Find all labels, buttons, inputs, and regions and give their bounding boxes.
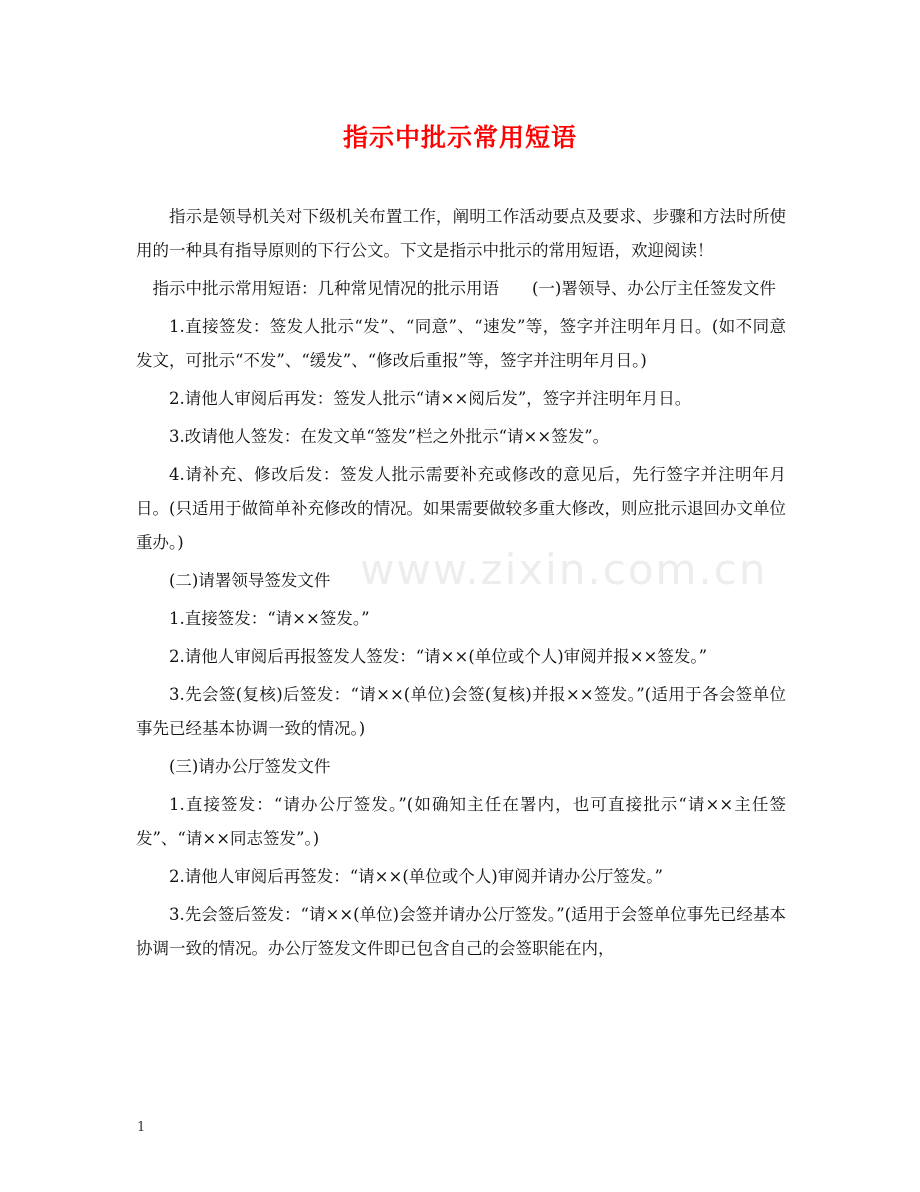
watermark-text: www.zixin.com.cn (360, 545, 768, 594)
paragraph-item: 3.先会签后签发：“请××(单位)会签并请办公厅签发。”(适用于会签单位事先已经基本协调一致的情况。办公厅签发文件即已包含自己的会签职能在内， (136, 905, 786, 958)
paragraph-item: 3.先会签(复核)后签发：“请××(单位)会签(复核)并报××签发。”(适用于各会签单位事先已经基本协调一致的情况。) (136, 685, 786, 738)
paragraph-intro: 指示是领导机关对下级机关布置工作，阐明工作活动要点及要求、步骤和方法时所使用的一种具有指导原则的下行公文。下文是指示中批示的常用短语，欢迎阅读！ (136, 207, 786, 260)
paragraph-item: 4.请补充、修改后发：签发人批示需要补充或修改的意见后，先行签字并注明年月日。(只适用于做简单补充修改的情况。如果需要做较多重大修改，则应批示退回办文单位重办。) (136, 465, 786, 552)
paragraph-item: 1.直接签发：“请××签发。” (169, 609, 370, 628)
paragraph-item: 1.直接签发：“请办公厅签发。”(如确知主任在署内，也可直接批示“请××主任签发”、“请××同志签发”。) (136, 795, 786, 848)
paragraph-item: 3.改请他人签发：在发文单“签发”栏之外批示“请××签发”。 (169, 427, 610, 446)
paragraph-item: 1.直接签发：签发人批示“发”、“同意”、“速发”等，签字并注明年月日。(如不同意发文，可批示“不发”、“缓发”、“修改后重报”等，签字并注明年月日。) (136, 317, 786, 370)
paragraph-item: 2.请他人审阅后再报签发人签发：“请××(单位或个人)审阅并报××签发。” (169, 647, 708, 666)
paragraph-item: 2.请他人审阅后再发：签发人批示“请××阅后发”，签字并注明年月日。 (169, 389, 692, 408)
paragraph-subheading: (二)请署领导签发文件 (169, 571, 331, 590)
page-number: 1 (137, 1120, 146, 1135)
document-body (136, 200, 786, 966)
document-title: 指示中批示常用短语 (342, 123, 577, 152)
paragraph-section-heading: 指示中批示常用短语：几种常见情况的批示用语 (一)署领导、办公厅主任签发文件 (152, 279, 776, 298)
paragraph-subheading: (三)请办公厅签发文件 (169, 757, 331, 776)
paragraph-item: 2.请他人审阅后再签发：“请××(单位或个人)审阅并请办公厅签发。” (169, 867, 663, 886)
